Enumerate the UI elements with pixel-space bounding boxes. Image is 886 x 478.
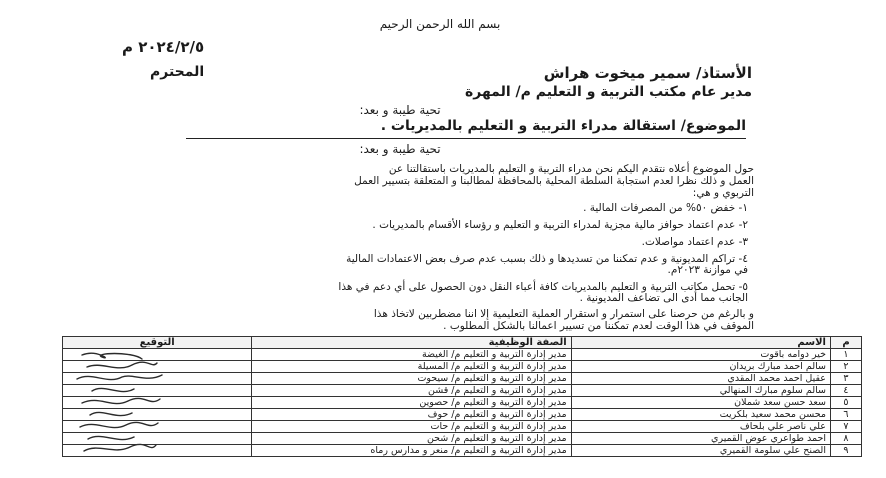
table-row (63, 445, 862, 457)
row-num: ٨ (830, 433, 861, 445)
row-signature (63, 433, 252, 445)
row-name: علي ناصر علي بلحاف (571, 421, 830, 433)
row-num: ٦ (830, 409, 861, 421)
table-row (63, 349, 862, 361)
demand-item-continued: الجانب مما أدى الى تضاعف المديونية . (579, 292, 748, 304)
row-num: ٩ (830, 445, 861, 457)
demand-item: ١- خفض ٥٠% من المصرفات المالية . (583, 202, 748, 214)
letter-date: ٢٠٢٤/٢/٥ م (122, 38, 205, 56)
row-title: مدير إدارة التربية و التعليم م/ الغيضة (252, 349, 571, 361)
table-row (63, 385, 862, 397)
row-signature (63, 421, 252, 433)
row-num: ٧ (830, 421, 861, 433)
row-name: الصنح علي سلومة القميري (571, 445, 830, 457)
demand-item: ٥- تحمل مكاتب التربية و التعليم بالمديريات كافة أعباء النقل دون الحصول على أي دعم في هذا (338, 281, 748, 293)
signatories-table (62, 336, 862, 457)
row-name: عقيل احمد محمد المقدي (571, 373, 830, 385)
row-name: سالم احمد مبارك بريدان (571, 361, 830, 373)
subject-line: الموضوع/ استقالة مدراء التربية و التعليم بالمديريات . (380, 118, 746, 134)
header-name: الاسم (571, 337, 830, 349)
row-num: ٥ (830, 397, 861, 409)
table-row (63, 421, 862, 433)
row-num: ١ (830, 349, 861, 361)
row-name: خير دوامه باقوت (571, 349, 830, 361)
row-name: محسن محمد سعيد بلكريت (571, 409, 830, 421)
table-row (63, 409, 862, 421)
row-signature (63, 385, 252, 397)
row-signature (63, 397, 252, 409)
row-num: ٣ (830, 373, 861, 385)
row-signature (63, 409, 252, 421)
greeting-repeat: تحية طيبة و بعد: (359, 142, 441, 156)
body-line: حول الموضوع أعلاه نتقدم اليكم نحن مدراء التربية و التعليم بالمديريات باستقالتنا عن (388, 163, 754, 175)
row-title: مدير إدارة التربية و التعليم م/ سيحوت (252, 373, 571, 385)
row-title: مدير إدارة التربية و التعليم م/ حات (252, 421, 571, 433)
table-header-row (63, 337, 862, 349)
row-title: مدير إدارة التربية و التعليم م/ منعر و مدارس رماه (252, 445, 571, 457)
row-title: مدير إدارة التربية و التعليم م/ شحن (252, 433, 571, 445)
table-row (63, 397, 862, 409)
basmala: بسم الله الرحمن الرحيم (379, 17, 501, 31)
row-name: احمد طواعري عوض القميري (571, 433, 830, 445)
row-signature (63, 445, 252, 457)
recipient-title: مدير عام مكتب التربية و التعليم م/ المهرة (464, 84, 752, 100)
row-num: ٤ (830, 385, 861, 397)
row-title: مدير إدارة التربية و التعليم م/ قشن (252, 385, 571, 397)
recipient-name: الأستاذ/ سمير ميخوت هراش (543, 64, 752, 82)
header-signature: التوقيع (63, 337, 252, 349)
subject-underline (186, 138, 746, 139)
header-num: م (830, 337, 861, 349)
greeting: تحية طيبة و بعد: (359, 103, 441, 117)
row-title: مدير إدارة التربية و التعليم م/ حوف (252, 409, 571, 421)
row-title: مدير إدارة التربية و التعليم م/ حصوين (252, 397, 571, 409)
table-row (63, 373, 862, 385)
row-signature (63, 361, 252, 373)
row-name: سالم سلوم مبارك المنهالي (571, 385, 830, 397)
row-title: مدير إدارة التربية و التعليم م/ المسيلة (252, 361, 571, 373)
closing-line: الموقف في هذا الوقت لعدم تمكننا من تسيير اعمالنا بالشكل المطلوب . (443, 320, 754, 332)
header-title: الصفة الوظيفية (252, 337, 571, 349)
demand-item-continued: في موازنة ٢٠٢٣م. (667, 264, 748, 276)
body-line: العمل و ذلك نظرا لعدم استجابة السلطة المحلية بالمحافظة لمطالبنا و المتعلقة بتسيير العمل (354, 175, 754, 187)
demand-item: ٢- عدم اعتماد حوافز مالية مجزية لمدراء التربية و التعليم و رؤساء الأقسام بالمديريات . (372, 219, 748, 231)
table-row (63, 433, 862, 445)
row-signature (63, 373, 252, 385)
closing-line: و بالرغم من حرصنا على استمرار و استقرار العملية التعليمية إلا اننا مضطربين لاتخاذ هذا (373, 308, 754, 320)
row-name: سعد حسن سعد شملان (571, 397, 830, 409)
body-line: التربوي و هي: (692, 187, 754, 199)
demand-item: ٤- تراكم المديونية و عدم تمكننا من تسديدها و ذلك بسبب عدم صرف بعض الاعتمادات المالية (346, 253, 748, 265)
demand-item: ٣- عدم اعتماد مواصلات. (641, 236, 748, 248)
recipient-honorific: المحترم (150, 64, 205, 80)
table-row (63, 361, 862, 373)
row-num: ٢ (830, 361, 861, 373)
row-signature (63, 349, 252, 361)
